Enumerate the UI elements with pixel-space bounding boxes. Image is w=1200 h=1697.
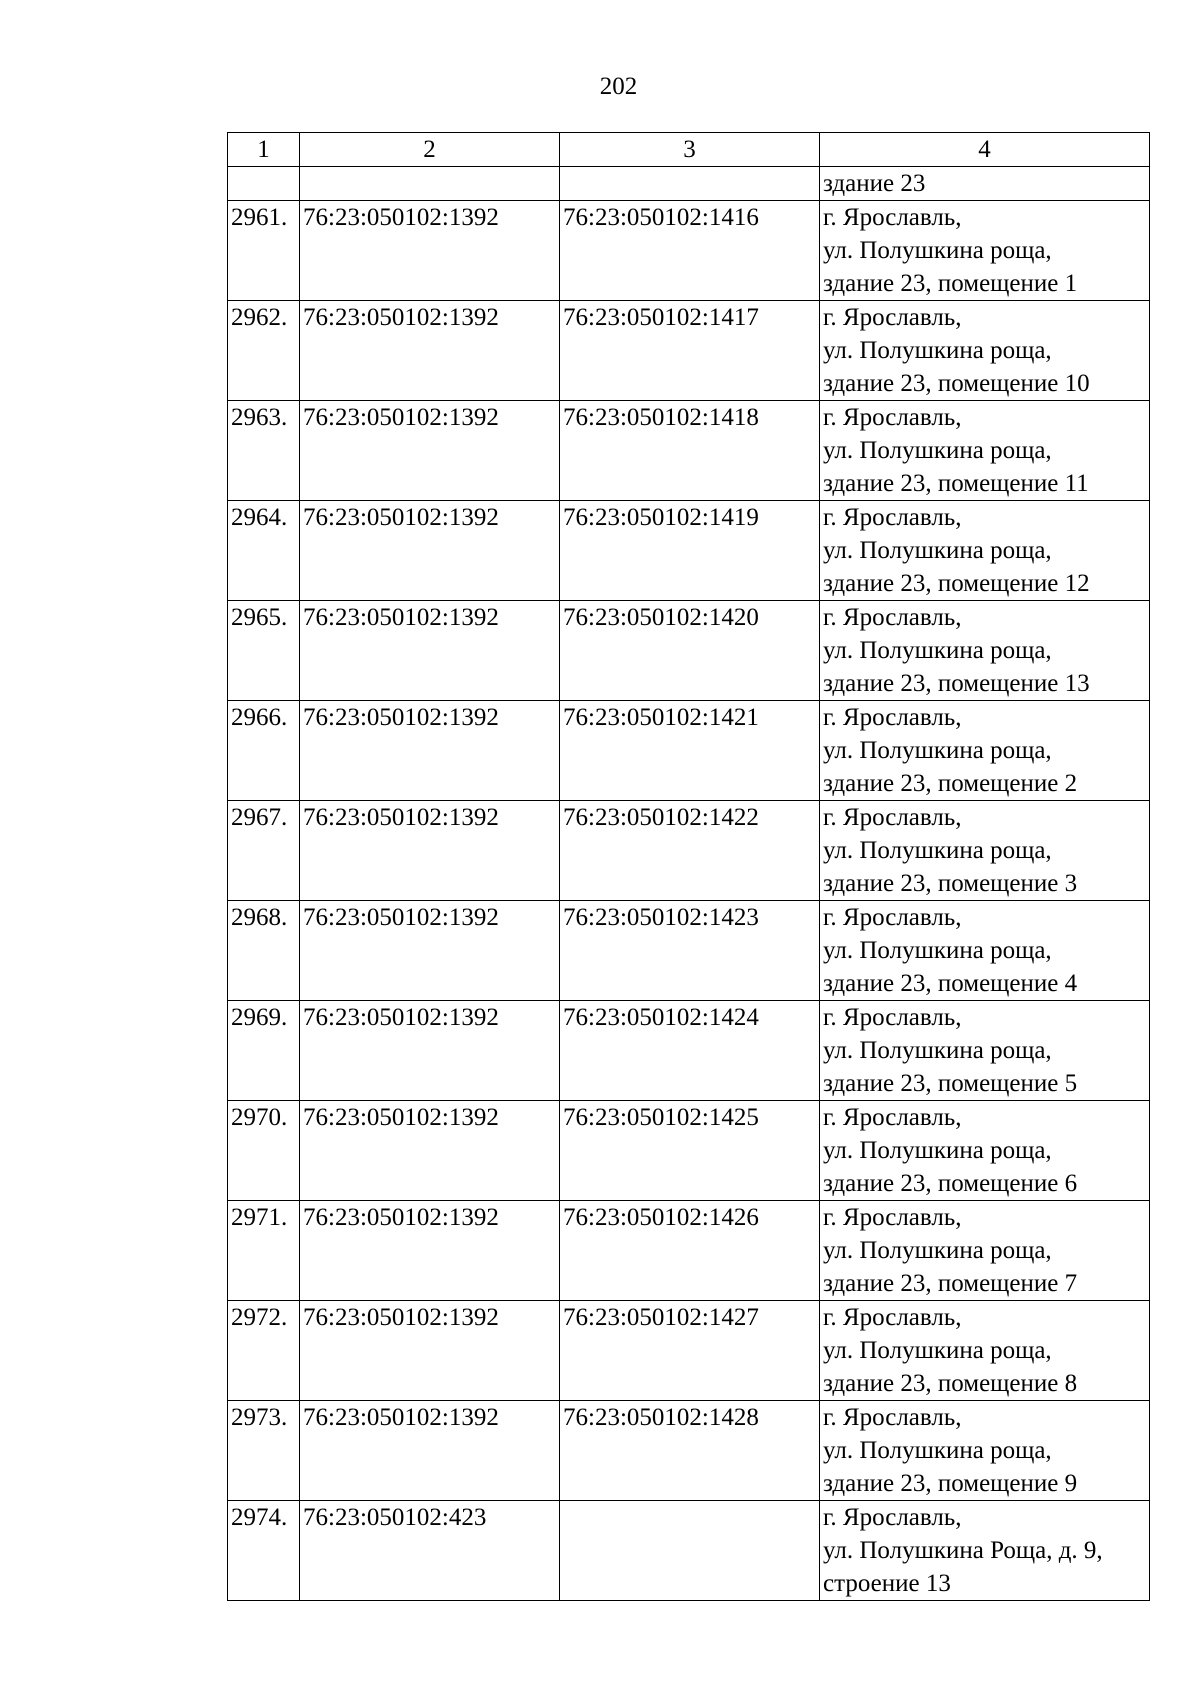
cadastral-number-cell: 76:23:050102:1392: [300, 601, 560, 701]
header-row: [228, 133, 1150, 167]
address-line: строение 13: [823, 1570, 951, 1597]
cadastral-number-cell: 76:23:050102:1392: [300, 501, 560, 601]
address-cell: [820, 1501, 1150, 1601]
object-cadastral-number-cell: 76:23:050102:1424: [560, 1001, 820, 1101]
column-header-1: 1: [228, 133, 300, 167]
object-cadastral-number-cell: 76:23:050102:1422: [560, 801, 820, 901]
address-line: ул. Полушкина роща,: [823, 837, 1052, 864]
address-line: г. Ярославль,: [823, 1204, 962, 1231]
address-line: ул. Полушкина роща,: [823, 737, 1052, 764]
address-line: г. Ярославль,: [823, 804, 962, 831]
cadastral-number-cell: 76:23:050102:1392: [300, 401, 560, 501]
address-line: г. Ярославль,: [823, 1304, 962, 1331]
object-cadastral-number-cell: 76:23:050102:1426: [560, 1201, 820, 1301]
address-line: ул. Полушкина роща,: [823, 237, 1052, 264]
address-line: ул. Полушкина роща,: [823, 337, 1052, 364]
page-number: 202: [599, 73, 638, 100]
object-cadastral-number-cell: [560, 1501, 820, 1601]
continuation-address-cell: [820, 167, 1150, 201]
row-number-cell: 2967.: [228, 801, 300, 901]
address-line: здание 23, помещение 8: [823, 1370, 1078, 1397]
address-line: г. Ярославль,: [823, 204, 962, 231]
table-row: [228, 601, 1150, 701]
table-row: [228, 901, 1150, 1001]
table-row: [228, 1401, 1150, 1501]
row-number-cell: 2968.: [228, 901, 300, 1001]
table-row: [228, 1101, 1150, 1201]
address-line: здание 23, помещение 7: [823, 1270, 1078, 1297]
address-line: здание 23: [823, 170, 926, 197]
cadastral-number-cell: 76:23:050102:1392: [300, 1001, 560, 1101]
address-cell: [820, 401, 1150, 501]
address-line: ул. Полушкина роща,: [823, 1137, 1052, 1164]
row-number-cell: 2961.: [228, 201, 300, 301]
cadastral-number-cell: 76:23:050102:1392: [300, 1101, 560, 1201]
address-cell: [820, 501, 1150, 601]
row-number-cell: 2970.: [228, 1101, 300, 1201]
address-line: ул. Полушкина роща,: [823, 1337, 1052, 1364]
address-line: ул. Полушкина роща,: [823, 437, 1052, 464]
row-number-cell: 2973.: [228, 1401, 300, 1501]
cadastral-number-cell: 76:23:050102:1392: [300, 301, 560, 401]
address-line: здание 23, помещение 5: [823, 1070, 1078, 1097]
address-line: г. Ярославль,: [823, 504, 962, 531]
address-line: г. Ярославль,: [823, 604, 962, 631]
address-line: ул. Полушкина роща,: [823, 1437, 1052, 1464]
object-cadastral-number-cell: 76:23:050102:1421: [560, 701, 820, 801]
address-line: г. Ярославль,: [823, 1504, 962, 1531]
address-line: ул. Полушкина роща,: [823, 537, 1052, 564]
cadastral-number-cell: 76:23:050102:1392: [300, 701, 560, 801]
row-number-cell: 2974.: [228, 1501, 300, 1601]
cadastral-number-cell: 76:23:050102:1392: [300, 201, 560, 301]
address-cell: [820, 1301, 1150, 1401]
object-cadastral-number-cell: 76:23:050102:1417: [560, 301, 820, 401]
address-line: здание 23, помещение 3: [823, 870, 1078, 897]
address-cell: [820, 601, 1150, 701]
address-cell: [820, 1101, 1150, 1201]
row-number-cell: 2971.: [228, 1201, 300, 1301]
object-cadastral-number-cell: 76:23:050102:1420: [560, 601, 820, 701]
table-row: [228, 201, 1150, 301]
table-row: [228, 301, 1150, 401]
table-row: [228, 801, 1150, 901]
object-cadastral-number-cell: 76:23:050102:1423: [560, 901, 820, 1001]
address-line: здание 23, помещение 1: [823, 270, 1078, 297]
address-cell: [820, 1201, 1150, 1301]
continuation-row: [228, 167, 1150, 201]
cadastral-number-cell: 76:23:050102:1392: [300, 901, 560, 1001]
object-cadastral-number-cell: 76:23:050102:1425: [560, 1101, 820, 1201]
row-number-cell: 2969.: [228, 1001, 300, 1101]
column-header-3: 3: [560, 133, 820, 167]
address-line: ул. Полушкина роща,: [823, 937, 1052, 964]
continuation-num-cell: [228, 167, 300, 201]
address-cell: [820, 1001, 1150, 1101]
address-cell: [820, 301, 1150, 401]
row-number-cell: 2963.: [228, 401, 300, 501]
object-cadastral-number-cell: 76:23:050102:1419: [560, 501, 820, 601]
address-line: ул. Полушкина роща,: [823, 1237, 1052, 1264]
address-line: г. Ярославль,: [823, 304, 962, 331]
row-number-cell: 2965.: [228, 601, 300, 701]
cadastral-number-cell: 76:23:050102:1392: [300, 1401, 560, 1501]
cadastral-number-cell: 76:23:050102:1392: [300, 801, 560, 901]
table-row: [228, 1501, 1150, 1601]
address-line: г. Ярославль,: [823, 1104, 962, 1131]
address-line: здание 23, помещение 2: [823, 770, 1078, 797]
address-line: г. Ярославль,: [823, 704, 962, 731]
table-body: [228, 167, 1150, 1601]
address-line: г. Ярославль,: [823, 904, 962, 931]
address-line: ул. Полушкина роща,: [823, 637, 1052, 664]
address-line: ул. Полушкина Роща, д. 9,: [823, 1537, 1103, 1564]
row-number-cell: 2966.: [228, 701, 300, 801]
row-number-cell: 2962.: [228, 301, 300, 401]
address-line: здание 23, помещение 13: [823, 670, 1090, 697]
address-line: здание 23, помещение 4: [823, 970, 1078, 997]
column-header-4: 4: [820, 133, 1150, 167]
address-cell: [820, 201, 1150, 301]
column-header-2: 2: [300, 133, 560, 167]
address-line: г. Ярославль,: [823, 1404, 962, 1431]
table-row: [228, 701, 1150, 801]
table-row: [228, 1201, 1150, 1301]
continuation-cad1-cell: [300, 167, 560, 201]
address-cell: [820, 701, 1150, 801]
cadastral-number-cell: 76:23:050102:423: [300, 1501, 560, 1601]
cadastral-number-cell: 76:23:050102:1392: [300, 1301, 560, 1401]
address-cell: [820, 801, 1150, 901]
row-number-cell: 2964.: [228, 501, 300, 601]
table-row: [228, 401, 1150, 501]
registry-table: [227, 132, 1150, 1601]
table-row: [228, 1301, 1150, 1401]
object-cadastral-number-cell: 76:23:050102:1428: [560, 1401, 820, 1501]
table-row: [228, 501, 1150, 601]
row-number-cell: 2972.: [228, 1301, 300, 1401]
continuation-cad2-cell: [560, 167, 820, 201]
address-line: здание 23, помещение 12: [823, 570, 1090, 597]
address-line: здание 23, помещение 10: [823, 370, 1090, 397]
address-line: г. Ярославль,: [823, 1004, 962, 1031]
address-line: здание 23, помещение 9: [823, 1470, 1078, 1497]
cadastral-number-cell: 76:23:050102:1392: [300, 1201, 560, 1301]
object-cadastral-number-cell: 76:23:050102:1418: [560, 401, 820, 501]
address-cell: [820, 901, 1150, 1001]
object-cadastral-number-cell: 76:23:050102:1427: [560, 1301, 820, 1401]
address-line: г. Ярославль,: [823, 404, 962, 431]
table-row: [228, 1001, 1150, 1101]
address-line: здание 23, помещение 11: [823, 470, 1089, 497]
address-cell: [820, 1401, 1150, 1501]
address-line: здание 23, помещение 6: [823, 1170, 1078, 1197]
object-cadastral-number-cell: 76:23:050102:1416: [560, 201, 820, 301]
address-line: ул. Полушкина роща,: [823, 1037, 1052, 1064]
